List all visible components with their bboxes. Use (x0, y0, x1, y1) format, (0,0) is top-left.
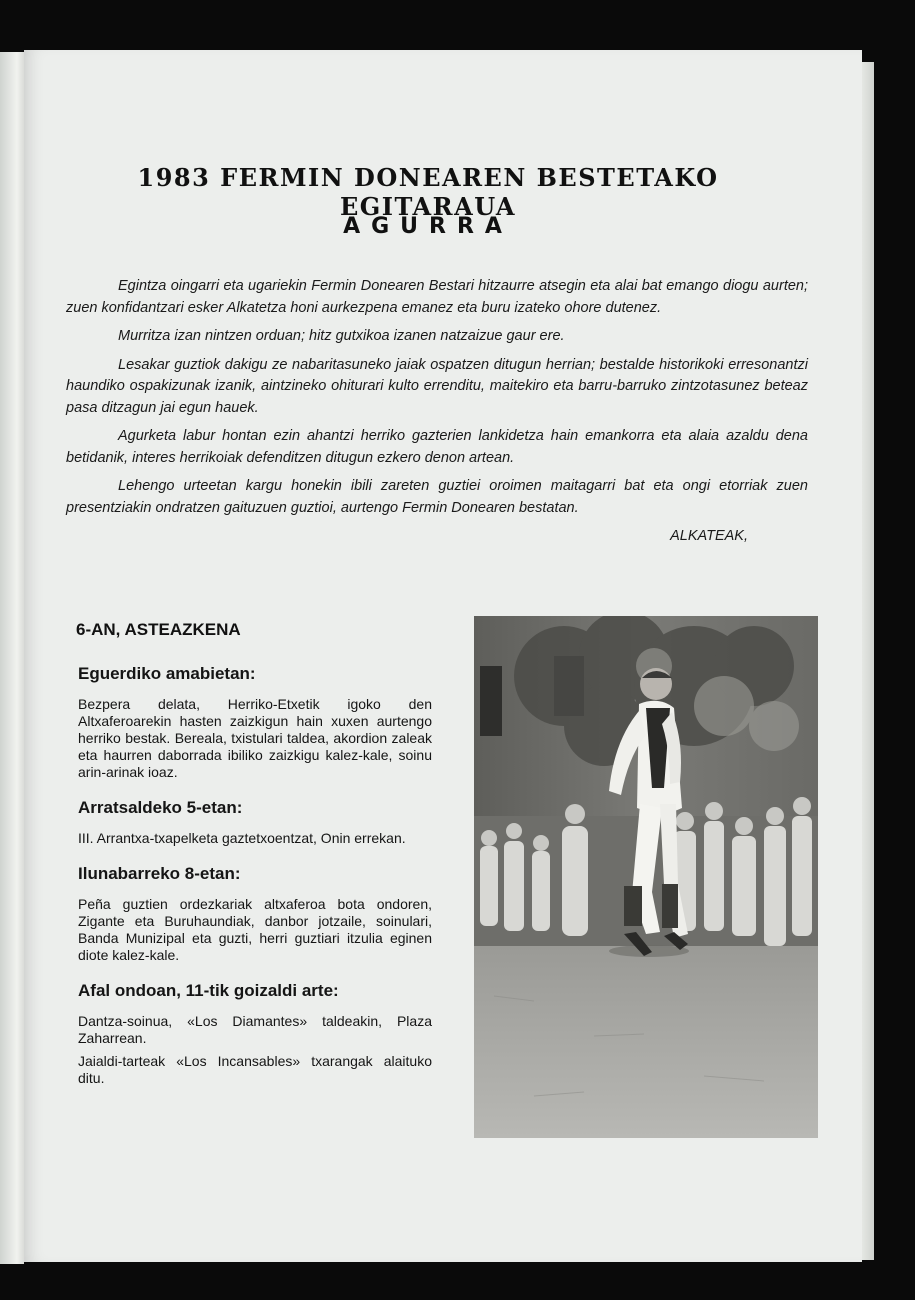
intro-signature: ALKATEAK, (670, 528, 748, 544)
program-text: Peña guztien ordezkariak altxaferoa bota ondoren, Zigante eta Buruhaundiak, danbor jotzaile, soinulari, Banda Munizipal eta guzti, herri guztiari itzulia eginen diote kalez-kale. (78, 896, 432, 963)
left-page-edge (0, 52, 24, 1264)
program-text: Bezpera delata, Herriko-Etxetik igoko den Altxaferoarekin hasten zaizkigun hain xuxen aurtengo herriko bestak. Bereala, txistulari taldea, akordion zaleak eta haurren daborrada ibiliko zaizkigu kalez-kale, soinu arin-arinak ioaz. (78, 696, 432, 780)
program-text: III. Arrantxa-txapelketa gaztetxoentzat, Onin errekan. (78, 830, 406, 846)
dancer-photo-illustration (474, 616, 818, 1138)
program-time: Afal ondoan, 11-tik goizaldi arte: (78, 981, 339, 1000)
intro-paragraph: Murritza izan nintzen orduan; hitz gutxikoa izanen natzaizue gaur ere. (118, 328, 565, 344)
intro-paragraph: Agurketa labur hontan ezin ahantzi herriko gazterien lankidetza hain emankorra eta alaia azaldu dena betidanik, interes herrikoiak defenditzen ditugun ezkero denon artean. (66, 428, 808, 466)
dancer-photo (474, 616, 818, 1138)
program-text: Dantza-soinua, «Los Diamantes» taldeakin, Plaza Zaharrean. (78, 1013, 432, 1046)
program-list (76, 664, 432, 1104)
intro-paragraph: Lesakar guztiok dakigu ze nabaritasuneko jaiak ospatzen ditugun herrian; bestalde historikoki erresonantzi haundiko ospakizunak izanik, aintzineko ohiturari kulto errenditu, maitekiro eta barru-barruko zintzotasunez beteaz pasa ditzagun jai egun hauek. (66, 356, 808, 416)
intro-paragraph: Lehengo urteetan kargu honekin ibili zareten guztiei oroimen maitagarri bat eta ongi etorriak zuen presentziakin ondratzen gaituzuen guztioi, aurtengo Fermin Donearen bestatan. (66, 478, 808, 516)
program-text: Jaialdi-tarteak «Los Incansables» txarangak alaituko ditu. (78, 1053, 432, 1086)
page-subtitle: AGURRA (343, 214, 513, 239)
day-heading: 6-AN, ASTEAZKENA (76, 620, 241, 639)
program-time: Ilunabarreko 8-etan: (78, 864, 241, 883)
program-time: Arratsaldeko 5-etan: (78, 798, 243, 817)
page-title: 1983 FERMIN DONEAREN BESTETAKO EGITARAUA (137, 163, 719, 221)
program-time: Eguerdiko amabietan: (78, 664, 256, 683)
intro-text (66, 276, 808, 555)
intro-paragraph: Egintza oingarri eta ugariekin Fermin Donearen Bestari hitzaurre atsegin eta alai bat emango diogu aurten; zuen konfidantzari esker Alkatetza honi aurkezpena emanez eta buru izateko ohore dutenez. (66, 278, 808, 316)
